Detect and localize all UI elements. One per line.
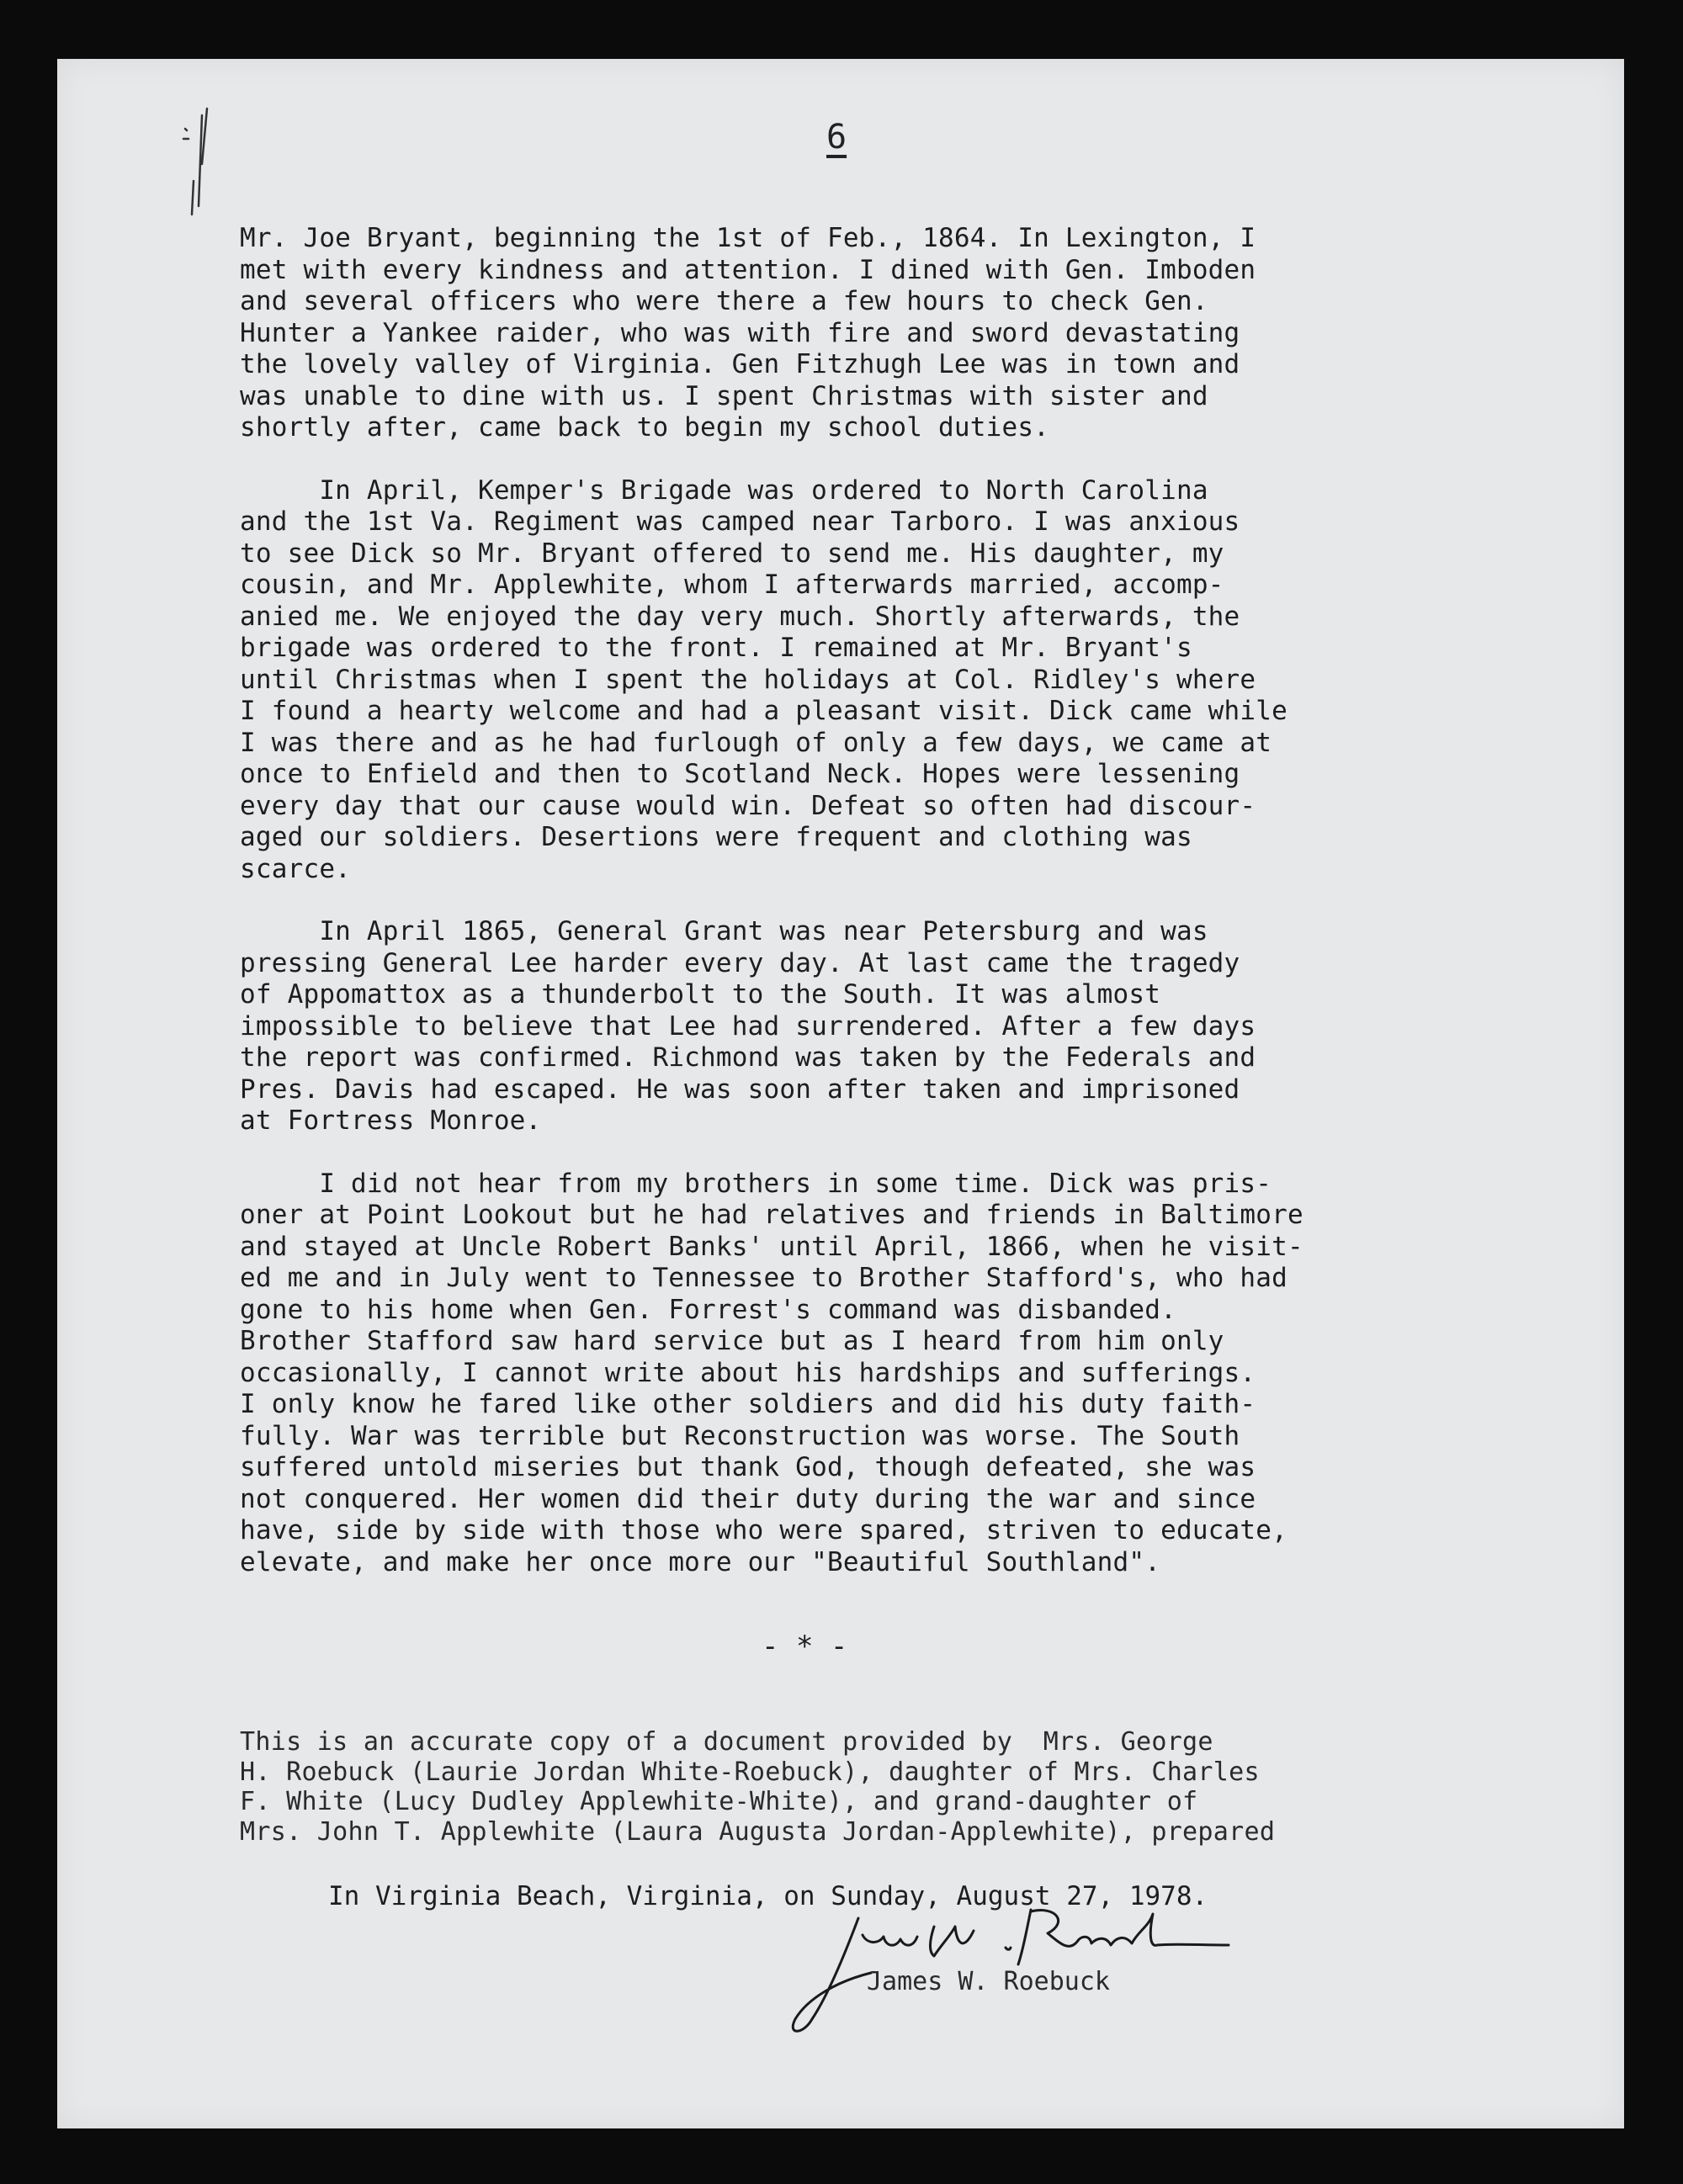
paragraph-2: In April, Kemper's Brigade was ordered to North Carolina and the 1st Va. Regiment was camped near Tarboro. I was anxious to see Dick so Mr. Bryant offered to send me. His daughter, my cousin, and Mr. Applewhite, whom I afterwards married, accomp- anied me. We enjoyed the day very much. Shortly afterwards, the brigade was ordered to the front. I remained at Mr. Bryant's until Christmas when I spent the holidays at Col. Ridley's where I found a hearty welcome and had a pleasant visit. Dick came while I was there and as he had furlough of only a few days, we came at once to Enfield and then to Scotland Neck. Hopes were lessening every day that our cause would win. Defeat so often had discour- aged our soldiers. Desertions were frequent and clothing was scarce. — [240, 474, 1287, 884]
section-separator: - * - — [762, 1630, 848, 1663]
paragraph-4: I did not hear from my brothers in some time. Dick was pris- oner at Point Lookout but he had relatives and friends in Baltimore and stayed at Uncle Robert Banks' until April, 1866, when he visit- ed me and in July went to Tennessee to Brother Stafford's, who had gone to his home when Gen. Forrest's command was disbanded. Brother Stafford saw hard service but as I heard from him only occasionally, I cannot write about his hardships and sufferings. I only know he fared like other soldiers and did his duty faith- fully. War was terrible but Reconstruction was worse. The South suffered untold miseries but thank God, though defeated, she was not conquered. Her women did their duty during the war and since have, side by side with those who were spared, striven to educate, elevate, and make her once more our "Beautiful Southland". — [240, 1168, 1303, 1577]
dateline: In Virginia Beach, Virginia, on Sunday, August 27, 1978. — [328, 1881, 1208, 1911]
paragraph-3: In April 1865, General Grant was near Petersburg and was pressing General Lee harder every day. At last came the tragedy of Appomattox as a thunderbolt to the South. It was almost impossible to believe that Lee had surrendered. After a few days the report was confirmed. Richmond was taken by the Federals and Pres. Davis had escaped. He was soon after taken and imprisoned at Fortress Monroe. — [240, 916, 1256, 1136]
signer-typed-name: James W. Roebuck — [867, 1967, 1110, 1996]
attribution-note: This is an accurate copy of a document provided by Mrs. George H. Roebuck (Laurie Jordan White-Roebuck), daughter of Mrs. Charles F. White (Lucy Dudley Applewhite-White), and grand-daughter of Mrs. John T. Applewhite (Laura Augusta Jordan-Applewhite), prepared — [240, 1727, 1276, 1847]
letter-body — [240, 223, 1502, 1609]
paragraph-1: Mr. Joe Bryant, beginning the 1st of Feb., 1864. In Lexington, I met with every kindness and attention. I dined with Gen. Imboden and several officers who were there a few hours to check Gen. Hunter a Yankee raider, who was with fire and sword devastating the lovely valley of Virginia. Gen Fitzhugh Lee was in town and was unable to dine with us. I spent Christmas with sister and shortly after, came back to begin my school duties. — [240, 223, 1256, 443]
margin-pencil-marks — [177, 105, 244, 223]
page-number: 6 — [826, 118, 847, 156]
